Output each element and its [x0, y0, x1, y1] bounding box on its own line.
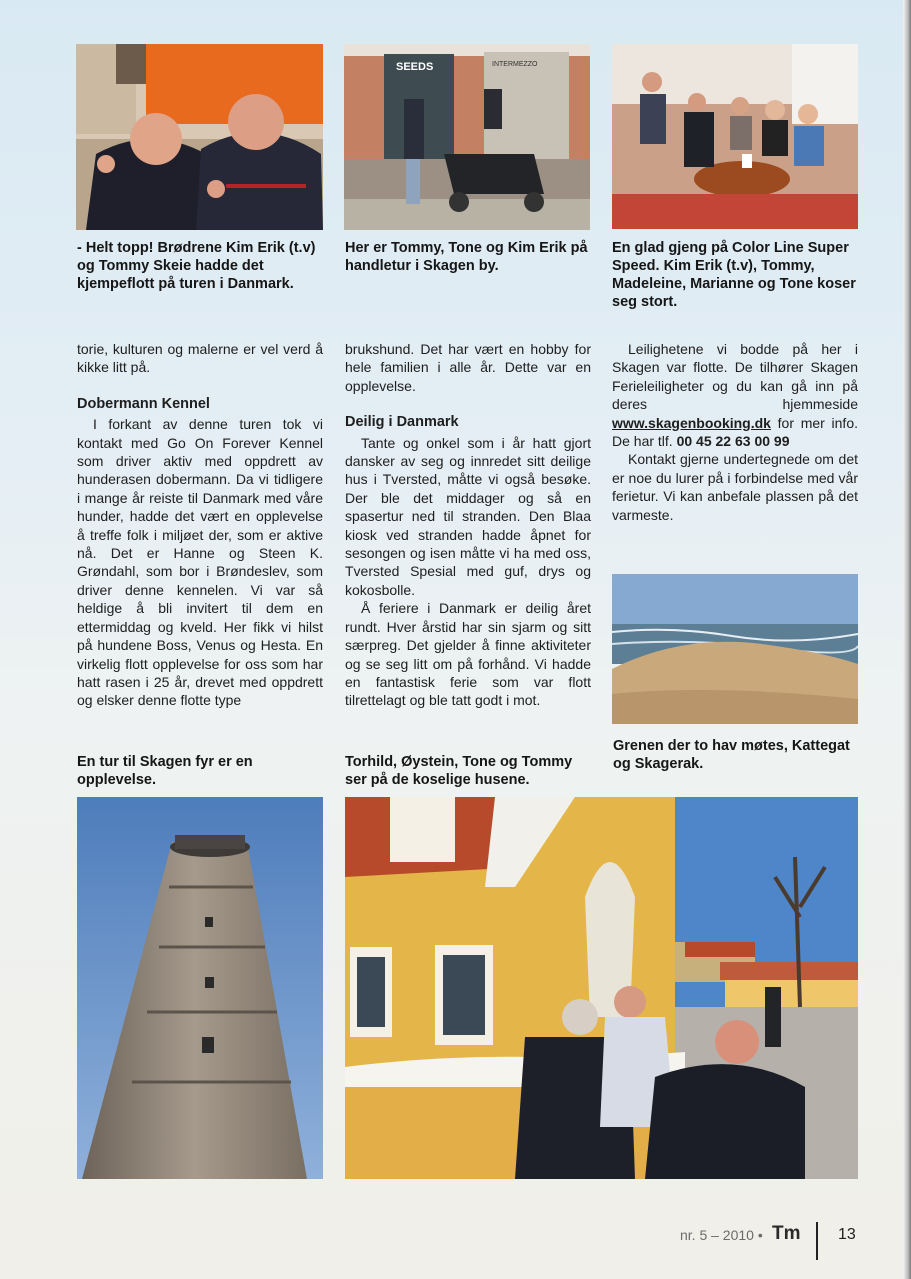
page-edge: [903, 0, 911, 1279]
col2-paragraph-2: Å feriere i Danmark er deilig året rundt. Hver årstid har sin sjarm og sitt særpreg. Det gjelder å finne aktiviteter og se seg litt om på forhånd. Vi hadde en fantastisk ferie som var flott tilrettelagt og ble tatt godt i mot.: [345, 600, 591, 709]
photo-brothers: [76, 44, 323, 230]
caption-houses: Torhild, Øystein, Tone og Tommy ser på de koselige husene.: [345, 754, 573, 788]
caption-ferry: En glad gjeng på Color Line Super Speed. Kim Erik (t.v), Tommy, Madeleine, Marianne og Tone koser seg stort.: [612, 240, 856, 310]
footer-issue: nr. 5 – 2010 •: [680, 1227, 763, 1243]
heading-dobermann-kennel: Dobermann Kennel: [77, 395, 210, 412]
article-column-3: [612, 340, 858, 524]
col3-text-a: Leilighetene vi bodde på her i Skagen var flotte. De tilhører Skagen Ferieleiligheter og du kan gå inn på deres hjemmeside: [612, 341, 858, 413]
caption-shopping: Her er Tommy, Tone og Kim Erik på handletur i Skagen by.: [345, 240, 588, 274]
page-number: 13: [838, 1226, 856, 1243]
photo-grenen: [612, 574, 858, 724]
sign-seeds: SEEDS: [396, 61, 434, 73]
article-column-1: [77, 340, 323, 710]
website-link[interactable]: www.skagenbooking.dk: [612, 414, 771, 431]
col2-paragraph-0: brukshund. Det har vært en hobby for hele familien i alle år. Dette var en opplevelse.: [345, 341, 591, 394]
caption-lighthouse: En tur til Skagen fyr er en opplevelse.: [77, 754, 253, 788]
photo-houses: [345, 797, 858, 1179]
col1-paragraph-1: I forkant av denne turen tok vi kontakt med Go On Forever Kennel som driver aktiv med oppdrett av hunderasen dobermann. Da vi tidligere i mange år reiste til Danmark med våre hunder, hadde det vært en opplevelse å treffe folk i miljøet der, som er aktive nå. Det er Hanne og Steen K. Grøndahl, som bor i Brøndeslev, som driver denne kennelen. Vi var så heldige å bli invitert til dem en ettermiddag og kveld. Her fikk vi hilst på hundene Boss, Venus og Hesta. En virkelig flott opplevelse for oss som har hatt rasen i 25 år, drevet med oppdrett og elsker denne flotte type: [77, 416, 323, 709]
phone-number: 00 45 22 63 00 99: [676, 433, 790, 450]
caption-brothers: - Helt topp! Brødrene Kim Erik (t.v) og Tommy Skeie hadde det kjempeflott på turen i Danmark.: [77, 240, 316, 292]
sign-intermezzo: INTERMEZZO: [492, 61, 538, 68]
col3-paragraph-1: [612, 340, 858, 450]
col3-text-b: for mer info. De har tlf.: [612, 414, 858, 450]
footer-brand: Tm: [772, 1223, 801, 1244]
heading-deilig-i-danmark: Deilig i Danmark: [345, 414, 459, 431]
article-column-2: [345, 340, 591, 710]
col2-paragraph-1: Tante og onkel som i år hatt gjort dansker av seg og innredet sitt deilige hus i Tversted, måtte vi også besøke. Der ble det middager og så en spasertur ned til stranden. Den Blaa kiosk ved stranden hadde åpnet for sesongen og isen måtte vi ha med oss, Tversted Spesial med guf, drys og kokosbolle.: [345, 434, 591, 598]
col1-paragraph-0: torie, kulturen og malerne er vel verd å kikke litt på.: [77, 341, 323, 376]
photo-shopping: [344, 44, 590, 230]
photo-lighthouse: [77, 797, 323, 1179]
col3-paragraph-2: Kontakt gjerne undertegnede om det er noe du lurer på i forbindelse med vår ferietur. Vi kan anbefale plassen på det varmeste.: [612, 451, 858, 523]
photo-ferry: [612, 44, 858, 229]
footer-divider: [816, 1222, 818, 1260]
caption-grenen: Grenen der to hav møtes, Kattegat og Skagerak.: [613, 738, 850, 772]
